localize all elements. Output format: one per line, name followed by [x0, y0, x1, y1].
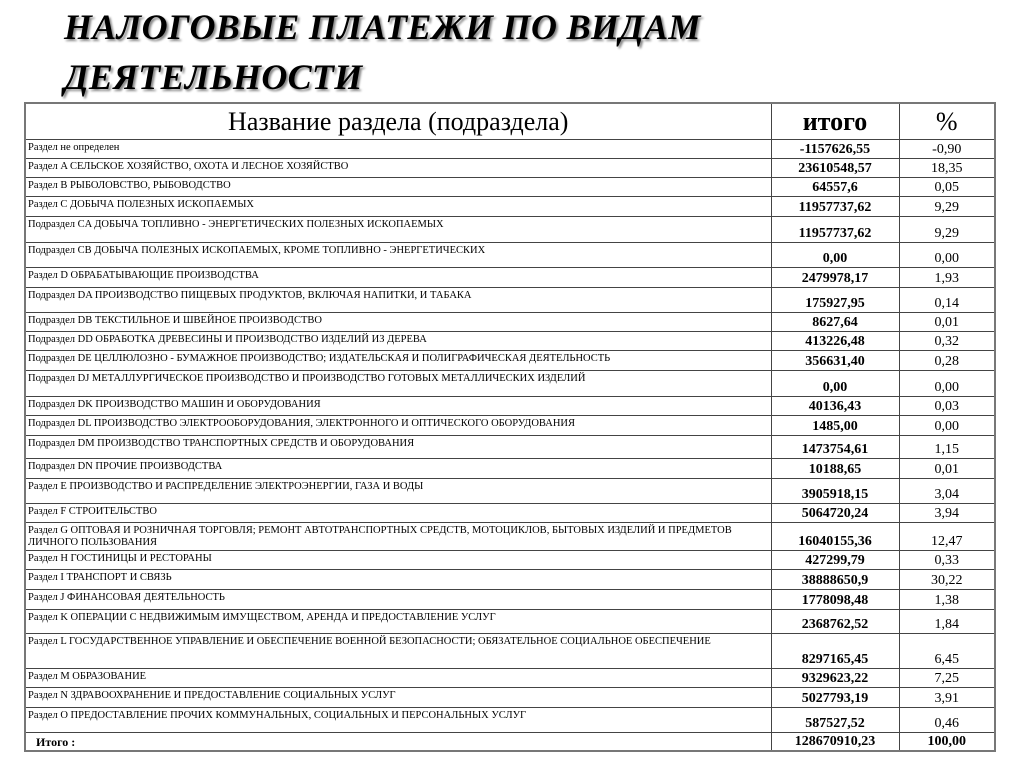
row-name: Раздел K ОПЕРАЦИИ С НЕДВИЖИМЫМ ИМУЩЕСТВОМ, АРЕНДА И ПРЕДОСТАВЛЕНИЕ УСЛУГ — [25, 610, 771, 634]
row-name: Подраздел DA ПРОИЗВОДСТВО ПИЩЕВЫХ ПРОДУКТОВ, ВКЛЮЧАЯ НАПИТКИ, И ТАБАКА — [25, 288, 771, 313]
row-total: 40136,43 — [771, 397, 899, 416]
row-total: 8627,64 — [771, 313, 899, 332]
table-row — [25, 669, 995, 688]
total-row — [25, 733, 995, 751]
row-total: 2368762,52 — [771, 610, 899, 634]
row-total: 427299,79 — [771, 551, 899, 570]
table-row — [25, 459, 995, 479]
row-percent: 3,04 — [899, 479, 995, 504]
row-name: Подраздел DE ЦЕЛЛЮЛОЗНО - БУМАЖНОЕ ПРОИЗВОДСТВО; ИЗДАТЕЛЬСКАЯ И ПОЛИГРАФИЧЕСКАЯ ДЕЯТЕЛЬНОСТЬ — [25, 351, 771, 371]
row-percent: 7,25 — [899, 669, 995, 688]
row-percent: 0,00 — [899, 243, 995, 268]
row-percent: 18,35 — [899, 159, 995, 178]
row-percent: 0,01 — [899, 313, 995, 332]
row-name: Раздел G ОПТОВАЯ И РОЗНИЧНАЯ ТОРГОВЛЯ; РЕМОНТ АВТОТРАНСПОРТНЫХ СРЕДСТВ, МОТОЦИКЛОВ, БЫТОВЫХ ИЗДЕЛИЙ И ПРЕДМЕТОВ ЛИЧНОГО ПОЛЬЗОВАНИЯ — [25, 523, 771, 551]
table-row — [25, 504, 995, 523]
row-percent: 0,03 — [899, 397, 995, 416]
row-name: Раздел F СТРОИТЕЛЬСТВО — [25, 504, 771, 523]
row-percent: 3,91 — [899, 688, 995, 708]
row-name: Раздел O ПРЕДОСТАВЛЕНИЕ ПРОЧИХ КОММУНАЛЬНЫХ, СОЦИАЛЬНЫХ И ПЕРСОНАЛЬНЫХ УСЛУГ — [25, 708, 771, 733]
row-name: Раздел N ЗДРАВООХРАНЕНИЕ И ПРЕДОСТАВЛЕНИЕ СОЦИАЛЬНЫХ УСЛУГ — [25, 688, 771, 708]
row-percent: 30,22 — [899, 570, 995, 590]
row-total: -1157626,55 — [771, 140, 899, 159]
row-percent: 0,14 — [899, 288, 995, 313]
table-row — [25, 243, 995, 268]
header-total: итого — [771, 103, 899, 140]
row-total: 2479978,17 — [771, 268, 899, 288]
row-name: Подраздел DK ПРОИЗВОДСТВО МАШИН И ОБОРУДОВАНИЯ — [25, 397, 771, 416]
table-row — [25, 178, 995, 197]
table-row — [25, 159, 995, 178]
row-total: 1485,00 — [771, 416, 899, 436]
row-name: Подраздел CB ДОБЫЧА ПОЛЕЗНЫХ ИСКОПАЕМЫХ, КРОМЕ ТОПЛИВНО - ЭНЕРГЕТИЧЕСКИХ — [25, 243, 771, 268]
row-name: Подраздел DN ПРОЧИЕ ПРОИЗВОДСТВА — [25, 459, 771, 479]
row-percent: 12,47 — [899, 523, 995, 551]
row-total: 1778098,48 — [771, 590, 899, 610]
table-row — [25, 397, 995, 416]
row-percent: 1,38 — [899, 590, 995, 610]
row-percent: 1,84 — [899, 610, 995, 634]
title-line-2: ДЕЯТЕЛЬНОСТИ — [64, 57, 363, 97]
row-percent: 0,33 — [899, 551, 995, 570]
row-total: 9329623,22 — [771, 669, 899, 688]
row-percent: 1,93 — [899, 268, 995, 288]
row-percent: 0,28 — [899, 351, 995, 371]
row-total: 8297165,45 — [771, 634, 899, 669]
row-total: 0,00 — [771, 243, 899, 268]
table-row — [25, 268, 995, 288]
row-total: 16040155,36 — [771, 523, 899, 551]
row-name: Раздел I ТРАНСПОРТ И СВЯЗЬ — [25, 570, 771, 590]
row-total: 175927,95 — [771, 288, 899, 313]
row-total: 3905918,15 — [771, 479, 899, 504]
row-name: Раздел A СЕЛЬСКОЕ ХОЗЯЙСТВО, ОХОТА И ЛЕСНОЕ ХОЗЯЙСТВО — [25, 159, 771, 178]
row-name: Раздел D ОБРАБАТЫВАЮЩИЕ ПРОИЗВОДСТВА — [25, 268, 771, 288]
table-row — [25, 416, 995, 436]
table-row — [25, 708, 995, 733]
table-row — [25, 570, 995, 590]
row-percent: 3,94 — [899, 504, 995, 523]
row-total: 10188,65 — [771, 459, 899, 479]
row-total: 5027793,19 — [771, 688, 899, 708]
total-percent: 100,00 — [899, 733, 995, 751]
row-total: 23610548,57 — [771, 159, 899, 178]
row-percent: 0,05 — [899, 178, 995, 197]
row-name: Подраздел DJ МЕТАЛЛУРГИЧЕСКОЕ ПРОИЗВОДСТВО И ПРОИЗВОДСТВО ГОТОВЫХ МЕТАЛЛИЧЕСКИХ ИЗДЕЛИЙ — [25, 371, 771, 397]
table-row — [25, 217, 995, 243]
row-name: Раздел не определен — [25, 140, 771, 159]
table-row — [25, 610, 995, 634]
row-percent: 1,15 — [899, 436, 995, 459]
row-name: Подраздел DD ОБРАБОТКА ДРЕВЕСИНЫ И ПРОИЗВОДСТВО ИЗДЕЛИЙ ИЗ ДЕРЕВА — [25, 332, 771, 351]
table-row — [25, 197, 995, 217]
table-row — [25, 436, 995, 459]
row-percent: 0,01 — [899, 459, 995, 479]
table-row — [25, 140, 995, 159]
row-name: Подраздел DB ТЕКСТИЛЬНОЕ И ШВЕЙНОЕ ПРОИЗВОДСТВО — [25, 313, 771, 332]
title-line-1: НАЛОГОВЫЕ ПЛАТЕЖИ ПО ВИДАМ — [64, 7, 701, 47]
header-name: Название раздела (подраздела) — [25, 103, 771, 140]
table-row — [25, 479, 995, 504]
table-row — [25, 332, 995, 351]
table-row — [25, 351, 995, 371]
row-total: 38888650,9 — [771, 570, 899, 590]
grand-total: 128670910,23 — [771, 733, 899, 751]
header-percent: % — [899, 103, 995, 140]
row-name: Раздел B РЫБОЛОВСТВО, РЫБОВОДСТВО — [25, 178, 771, 197]
table-row — [25, 523, 995, 551]
row-percent: 6,45 — [899, 634, 995, 669]
row-name: Раздел H ГОСТИНИЦЫ И РЕСТОРАНЫ — [25, 551, 771, 570]
row-total: 1473754,61 — [771, 436, 899, 459]
table-header — [25, 103, 995, 140]
table-row — [25, 371, 995, 397]
row-total: 64557,6 — [771, 178, 899, 197]
row-percent: 0,00 — [899, 371, 995, 397]
row-percent: 0,32 — [899, 332, 995, 351]
row-percent: 9,29 — [899, 197, 995, 217]
row-total: 11957737,62 — [771, 217, 899, 243]
row-name: Раздел J ФИНАНСОВАЯ ДЕЯТЕЛЬНОСТЬ — [25, 590, 771, 610]
row-total: 413226,48 — [771, 332, 899, 351]
row-name: Раздел C ДОБЫЧА ПОЛЕЗНЫХ ИСКОПАЕМЫХ — [25, 197, 771, 217]
row-name: Подраздел DM ПРОИЗВОДСТВО ТРАНСПОРТНЫХ СРЕДСТВ И ОБОРУДОВАНИЯ — [25, 436, 771, 459]
table-row — [25, 288, 995, 313]
table-row — [25, 551, 995, 570]
table-row — [25, 313, 995, 332]
row-name: Подраздел DL ПРОИЗВОДСТВО ЭЛЕКТРООБОРУДОВАНИЯ, ЭЛЕКТРОННОГО И ОПТИЧЕСКОГО ОБОРУДОВАНИЯ — [25, 416, 771, 436]
row-percent: 0,00 — [899, 416, 995, 436]
row-total: 0,00 — [771, 371, 899, 397]
row-name: Раздел L ГОСУДАРСТВЕННОЕ УПРАВЛЕНИЕ И ОБЕСПЕЧЕНИЕ ВОЕННОЙ БЕЗОПАСНОСТИ; ОБЯЗАТЕЛЬНОЕ СОЦИАЛЬНОЕ ОБЕСПЕЧЕНИЕ — [25, 634, 771, 669]
row-total: 11957737,62 — [771, 197, 899, 217]
row-name: Раздел M ОБРАЗОВАНИЕ — [25, 669, 771, 688]
slide-title — [64, 2, 701, 102]
row-total: 587527,52 — [771, 708, 899, 733]
row-percent: 9,29 — [899, 217, 995, 243]
table-row — [25, 634, 995, 669]
row-total: 356631,40 — [771, 351, 899, 371]
tax-table — [24, 102, 996, 752]
row-percent: 0,46 — [899, 708, 995, 733]
table-row — [25, 688, 995, 708]
total-label: Итого : — [25, 733, 771, 751]
row-name: Раздел E ПРОИЗВОДСТВО И РАСПРЕДЕЛЕНИЕ ЭЛЕКТРОЭНЕРГИИ, ГАЗА И ВОДЫ — [25, 479, 771, 504]
table-row — [25, 590, 995, 610]
row-total: 5064720,24 — [771, 504, 899, 523]
row-percent: -0,90 — [899, 140, 995, 159]
row-name: Подраздел CA ДОБЫЧА ТОПЛИВНО - ЭНЕРГЕТИЧЕСКИХ ПОЛЕЗНЫХ ИСКОПАЕМЫХ — [25, 217, 771, 243]
